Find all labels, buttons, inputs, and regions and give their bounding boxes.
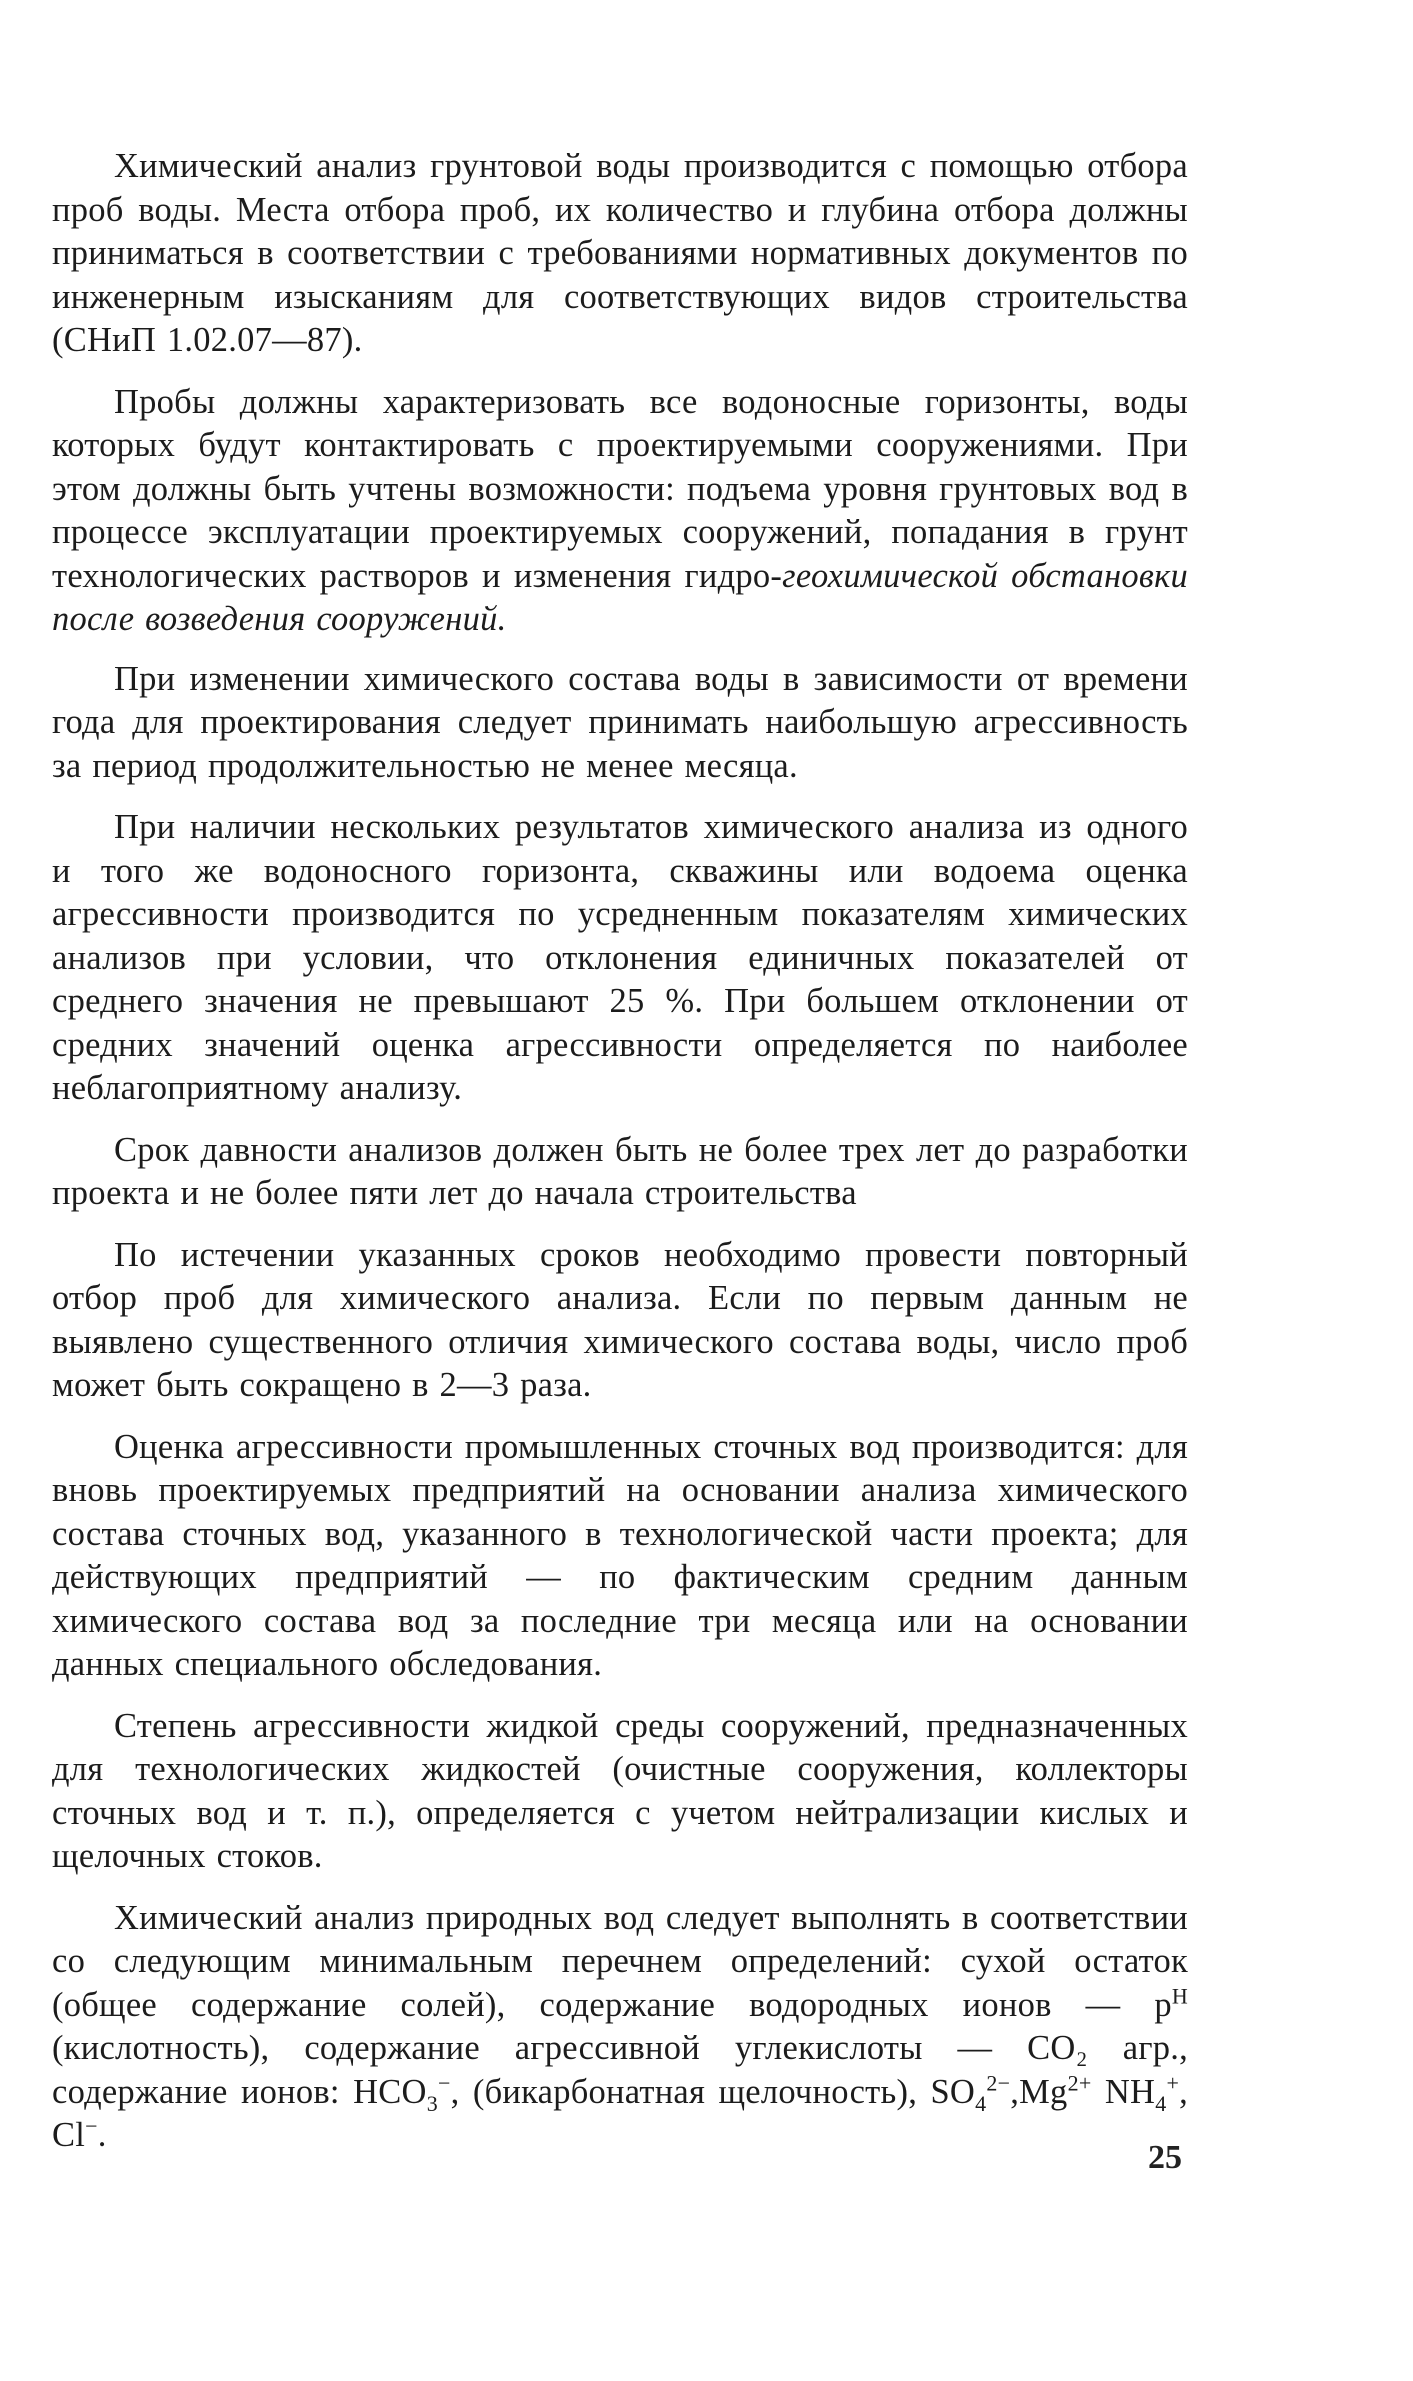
nh4-subscript: 4 <box>1155 2090 1167 2116</box>
page-number: 25 <box>1148 2139 1182 2176</box>
hco3-superscript: − <box>437 2070 451 2095</box>
cl-ion: , Cl <box>52 2072 1188 2154</box>
body-text <box>52 145 1188 2176</box>
nh4-superscript: + <box>1166 2070 1180 2095</box>
hco3-subscript: 3 <box>426 2090 438 2116</box>
paragraph-9 <box>52 1897 1188 2158</box>
paragraph-1: Химический анализ грунтовой воды производится с помощью отбора проб воды. Места отбора проб, их количество и глубина отбора должны приниматься в соответствии с требованиями нормативных документов по инженерным изысканиям для соответствующих видов строительства (СНиП 1.02.07—87). <box>52 147 1188 359</box>
ph-superscript: Н <box>1171 1983 1188 2008</box>
paragraph-3: При изменении химического состава воды в зависимости от времени года для проектирования следует принимать наибольшую агрессивность за период продолжительностью не менее месяца. <box>52 659 1188 785</box>
nh4-ion: NH <box>1091 2072 1156 2111</box>
so4-subscript: 4 <box>975 2090 987 2116</box>
paragraph-2-italic-text: геохимической обстановки после возведения сооружений. <box>52 556 1188 638</box>
paragraph-9-text-3: , (бикарбонатная щелочность), SO <box>450 2072 976 2111</box>
paragraph-8: Степень агрессивности жидкой среды сооружений, предназначенных для технологических жидкостей (очистные сооружения, коллекторы сточных вод и т. п.), определяется с учетом нейтрализации кислых и щелочных стоков. <box>52 1706 1188 1875</box>
paragraph-9-text: Химический анализ природных вод следует выполнять в соответствии со следующим минимальным перечнем определений: сухой остаток (общее содержание солей), содержание водородных ионов — р <box>52 1898 1188 2024</box>
paragraph-9-text-2: (кислотность), содержание агрессивной углекислоты — СО₂ агр., содержание ионов: НСО <box>52 2029 1188 2111</box>
paragraph-2 <box>52 381 1188 642</box>
paragraph-9-end: . <box>97 2116 107 2154</box>
paragraph-6: По истечении указанных сроков необходимо провести повторный отбор проб для химического анализа. Если по первым данным не выявлено существенного отличия химического состава воды, число проб может быть сокращено в 2—3 раза. <box>52 1235 1188 1404</box>
paragraph-4: При наличии нескольких результатов химического анализа из одного и того же водоносного горизонта, скважины или водоема оценка агрессивности производится по усредненным показателям химических анализов при условии, что отклонения единичных показателей от среднего значения не превышают 25 %. При большем отклонении от средних значений оценка агрессивности определяется по наиболее неблагоприятному анализу. <box>52 808 1188 1107</box>
mg-ion: ,Mg <box>1010 2072 1068 2111</box>
paragraph-2-text: Пробы должны характеризовать все водоносные горизонты, воды которых будут контактировать с проектируемыми сооружениями. При этом должны быть учтены возможности: подъема уровня грунтовых вод в процессе эксплуатации проектируемых сооружений, попадания в грунт технологических растворов и изменения гидро- <box>52 382 1188 595</box>
mg-superscript: 2+ <box>1067 2070 1092 2095</box>
paragraph-7: Оценка агрессивности промышленных сточных вод производится: для вновь проектируемых предприятий на основании анализа химического состава сточных вод, указанного в технологической части проекта; для действующих предприятий — по фактическим средним данным химического состава вод за последние три месяца или на основании данных специального обследования. <box>52 1427 1188 1683</box>
so4-superscript: 2− <box>986 2070 1011 2095</box>
paragraph-5: Срок давности анализов должен быть не более трех лет до разработки проекта и не более пяти лет до начала строительства <box>52 1130 1188 1212</box>
cl-superscript: − <box>85 2113 98 2139</box>
